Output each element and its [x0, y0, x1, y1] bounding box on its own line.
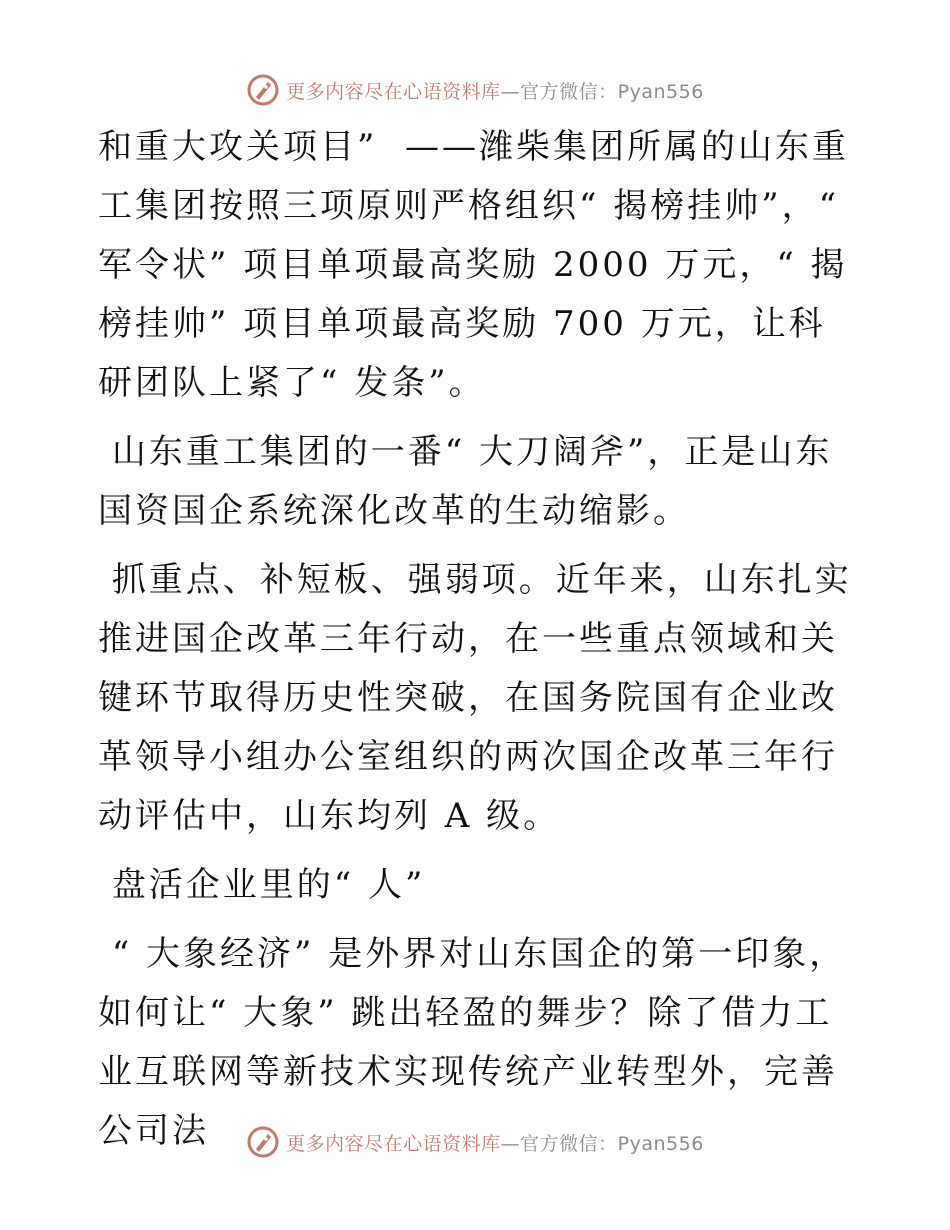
header-watermark [0, 70, 950, 110]
paragraph-3: 抓重点、补短板、强弱项。近年来，山东扎实推进国企改革三年行动，在一些重点领域和关键环节取得历史性突破，在国务院国有企业改革领导小组办公室组织的两次国企改革三年行动评估中，山东均列 A 级。 [98, 560, 852, 836]
watermark-text: 更多内容尽在心语资料库—官方微信：Pyan556 [286, 1132, 704, 1155]
section-heading: 盘活企业里的“ 人” [98, 865, 426, 905]
pen-nib-circle-icon [246, 1125, 280, 1159]
pen-nib-circle-icon [246, 73, 280, 107]
paragraph-4: “ 大象经济” 是外界对山东国企的第一印象，如何让“ 大象” 跳出轻盈的舞步？除了借力工业互联网等新技术实现传统产业转型外，完善公司法 [98, 934, 847, 1151]
paragraph-1: 和重大攻关项目” ——潍柴集团所属的山东重工集团按照三项原则严格组织“ 揭榜挂帅”，“ 军令状” 项目单项最高奖励 2000 万元，“ 揭榜挂帅” 项目单项最高奖励 700 万元，让科研团队上紧了“ 发条”。 [98, 127, 853, 403]
paragraph-2: 山东重工集团的一番“ 大刀阔斧”，正是山东国资国企系统深化改革的生动缩影。 [98, 432, 833, 531]
document-body [98, 118, 858, 1167]
watermark-text: 更多内容尽在心语资料库—官方微信：Pyan556 [286, 80, 704, 103]
footer-watermark [0, 1122, 950, 1162]
